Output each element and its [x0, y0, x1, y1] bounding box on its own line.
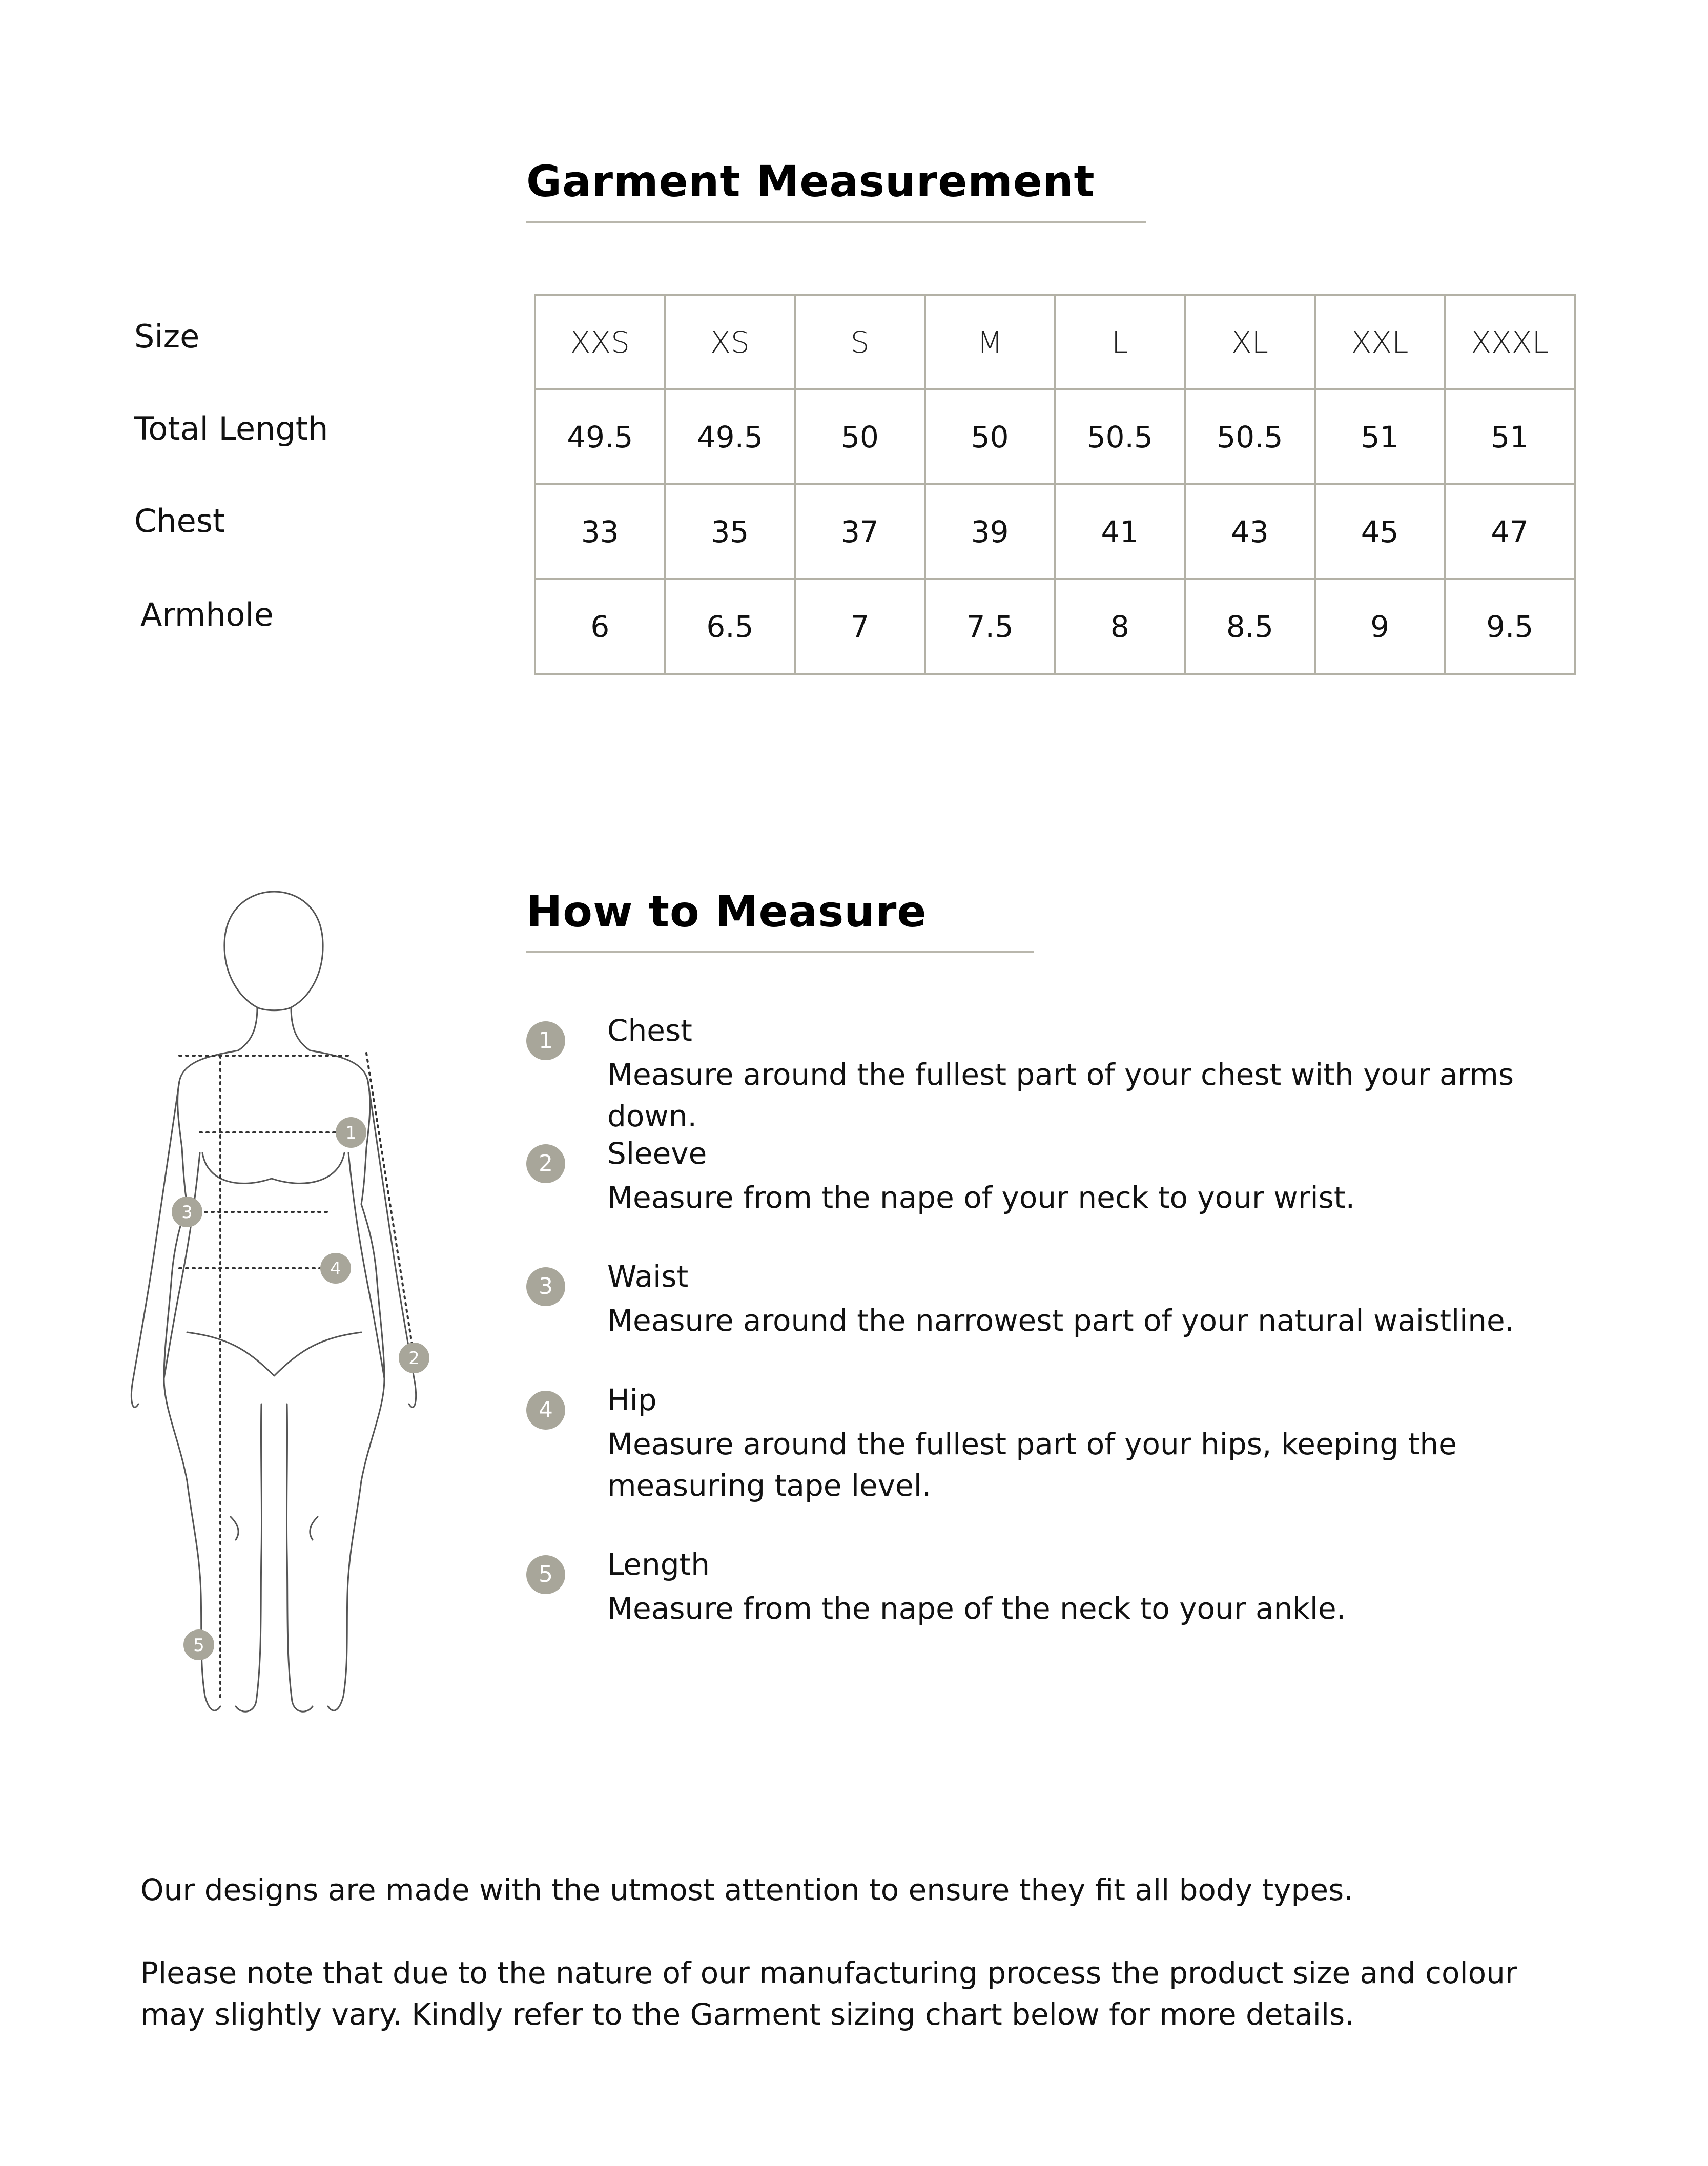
- chest-cell: 35: [665, 484, 795, 579]
- row-label-total-length: Total Length: [134, 410, 328, 447]
- chest-cell: 43: [1185, 484, 1315, 579]
- size-cell: XS: [665, 295, 795, 389]
- armhole-cell: 6.5: [665, 579, 795, 674]
- size-row: [535, 295, 1575, 389]
- row-label-size: Size: [134, 318, 200, 355]
- chest-cell: 41: [1055, 484, 1185, 579]
- chest-cell: 37: [795, 484, 925, 579]
- total-length-cell: 51: [1445, 389, 1575, 484]
- step-description: Measure around the narrowest part of your natural waistline.: [607, 1303, 1515, 1338]
- chest-row: [535, 484, 1575, 579]
- armhole-row: [535, 579, 1575, 674]
- marker-4-label: 4: [330, 1259, 341, 1279]
- marker-3-label: 3: [181, 1202, 193, 1223]
- step-description: Measure around the fullest part of your chest with your arms down.: [607, 1057, 1514, 1133]
- step-number-badge: 2: [526, 1144, 565, 1183]
- chest-cell: 47: [1445, 484, 1575, 579]
- step-description: Measure around the fullest part of your hips, keeping the measuring tape level.: [607, 1427, 1457, 1503]
- how-to-title-underline: [526, 951, 1034, 953]
- step-title: Waist: [607, 1259, 689, 1294]
- total-length-cell: 50.5: [1055, 389, 1185, 484]
- body-measurement-figure: [123, 886, 430, 1732]
- total-length-cell: 49.5: [535, 389, 665, 484]
- step-description: Measure from the nape of the neck to your ankle.: [607, 1591, 1346, 1626]
- total-length-cell: 49.5: [665, 389, 795, 484]
- step-title: Sleeve: [607, 1136, 707, 1171]
- size-cell: XXS: [535, 295, 665, 389]
- step-number-badge: 3: [526, 1267, 565, 1306]
- step-number-badge: 1: [526, 1021, 565, 1060]
- size-cell: XL: [1185, 295, 1315, 389]
- size-cell: XXXL: [1445, 295, 1575, 389]
- step-title: Hip: [607, 1383, 657, 1417]
- size-chart-table: [534, 294, 1576, 675]
- total-length-cell: 50.5: [1185, 389, 1315, 484]
- chest-cell: 39: [925, 484, 1055, 579]
- armhole-cell: 8: [1055, 579, 1185, 674]
- chest-cell: 45: [1315, 484, 1445, 579]
- armhole-cell: 7: [795, 579, 925, 674]
- variation-note: Please note that due to the nature of our manufacturing process the product size and colour may slightly vary. Kindly refer to the Garment sizing chart below for more details.: [140, 1955, 1517, 2032]
- fit-note: Our designs are made with the utmost attention to ensure they fit all body types.: [140, 1872, 1353, 1907]
- row-label-armhole: Armhole: [140, 596, 274, 633]
- size-cell: S: [795, 295, 925, 389]
- marker-2-label: 2: [408, 1348, 420, 1369]
- armhole-cell: 7.5: [925, 579, 1055, 674]
- garment-title-underline: [526, 221, 1146, 223]
- armhole-cell: 9: [1315, 579, 1445, 674]
- size-cell: XXL: [1315, 295, 1445, 389]
- step-title: Length: [607, 1547, 710, 1582]
- armhole-cell: 8.5: [1185, 579, 1315, 674]
- total-length-row: [535, 389, 1575, 484]
- row-label-chest: Chest: [134, 502, 225, 540]
- how-to-measure-title: How to Measure: [526, 886, 927, 937]
- marker-1-label: 1: [345, 1123, 357, 1143]
- total-length-cell: 50: [795, 389, 925, 484]
- step-number-badge: 5: [526, 1555, 565, 1594]
- total-length-cell: 50: [925, 389, 1055, 484]
- step-title: Chest: [607, 1013, 692, 1048]
- total-length-cell: 51: [1315, 389, 1445, 484]
- chest-cell: 33: [535, 484, 665, 579]
- size-cell: L: [1055, 295, 1185, 389]
- marker-5-label: 5: [193, 1635, 204, 1656]
- armhole-cell: 9.5: [1445, 579, 1575, 674]
- size-cell: M: [925, 295, 1055, 389]
- armhole-cell: 6: [535, 579, 665, 674]
- garment-measurement-title: Garment Measurement: [526, 156, 1095, 207]
- step-number-badge: 4: [526, 1391, 565, 1430]
- step-description: Measure from the nape of your neck to your wrist.: [607, 1180, 1355, 1215]
